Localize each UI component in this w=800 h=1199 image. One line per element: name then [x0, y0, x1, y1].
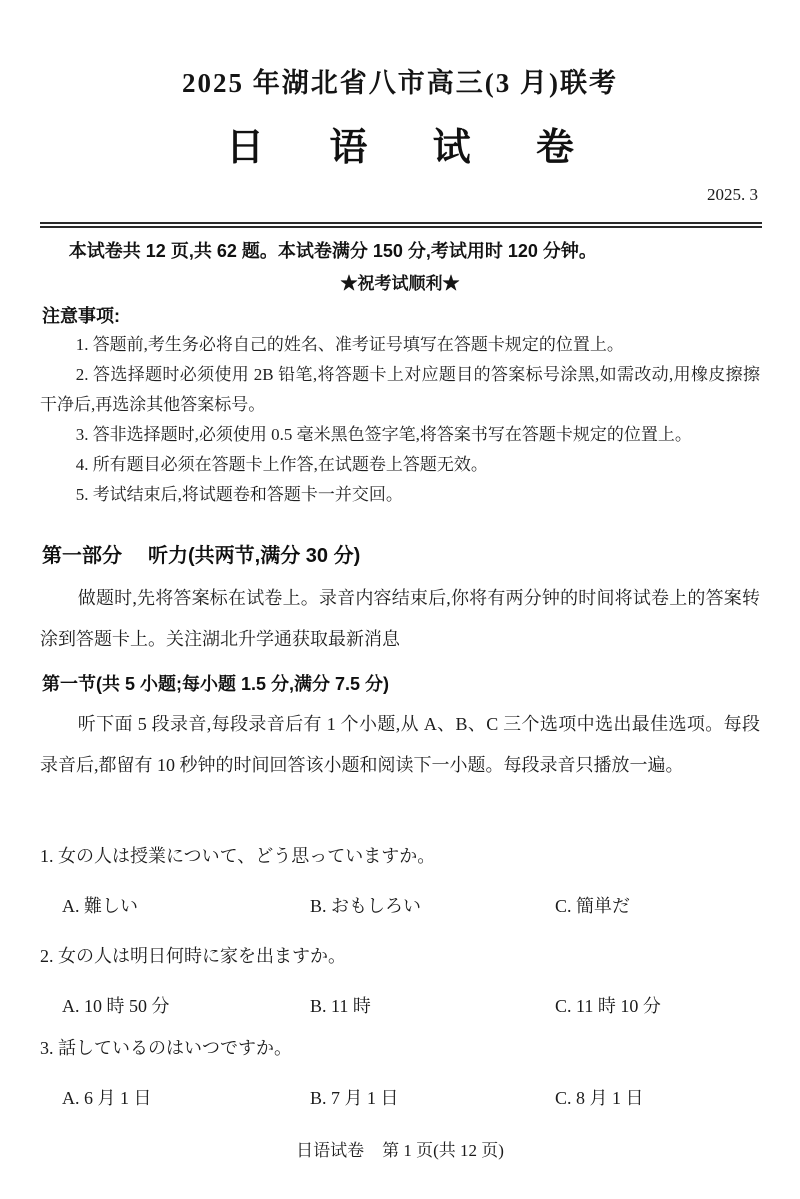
exam-summary: 本试卷共 12 页,共 62 题。本试卷满分 150 分,考试用时 120 分钟。 — [68, 241, 597, 261]
part1-label: 第一部分 — [42, 545, 122, 567]
part1-heading — [42, 542, 760, 570]
option-c: C. 8 月 1 日 — [555, 1088, 644, 1108]
exam-subtitle: 日 语 试 卷 — [226, 127, 602, 169]
notice-item: 2. 答选择题时必须使用 2B 铅笔,将答题卡上对应题目的答案标号涂黑,如需改动,用橡皮擦擦干净后,再选涂其他答案标号。 — [40, 365, 760, 414]
notice-list — [40, 330, 760, 510]
section1-heading: 第一节(共 5 小题;每小题 1.5 分,满分 7.5 分) — [42, 674, 390, 694]
exam-date: 2025. 3 — [707, 185, 758, 204]
section1-instructions: 听下面 5 段录音,每段录音后有 1 个小题,从 A、B、C 三个选项中选出最佳选项。每段录音后,都留有 10 秒钟的时间回答该小题和阅读下一小题。每段录音只播放一遍。 — [40, 714, 760, 775]
option-b: B. 11 時 — [310, 996, 371, 1016]
option-c: C. 11 時 10 分 — [555, 996, 661, 1016]
option-b: B. 7 月 1 日 — [310, 1088, 399, 1108]
notice-title: 注意事项: — [42, 306, 120, 326]
option-c: C. 簡単だ — [555, 896, 631, 916]
option-a: A. 難しい — [62, 896, 138, 916]
question-stem: 2. 女の人は明日何時に家を出ますか。 — [40, 946, 346, 966]
option-b: B. おもしろい — [310, 896, 422, 916]
question-stem: 3. 話しているのはいつですか。 — [40, 1038, 292, 1058]
footer-page-label: 第 1 页(共 12 页) — [382, 1141, 504, 1160]
part1-instructions: 做题时,先将答案标在试卷上。录音内容结束后,你将有两分钟的时间将试卷上的答案转涂到答题卡上。关注湖北升学通获取最新消息 — [40, 588, 760, 649]
exam-title: 2025 年湖北省八市高三(3 月)联考 — [182, 68, 618, 98]
part1-title: 听力(共两节,满分 30 分) — [148, 545, 361, 567]
option-a: A. 10 時 50 分 — [62, 996, 170, 1016]
good-luck-wish: ★祝考试顺利★ — [340, 274, 460, 293]
notice-item: 3. 答非选择题时,必须使用 0.5 毫米黑色签字笔,将答案书写在答题卡规定的位置上。 — [75, 425, 692, 444]
question-options — [62, 894, 760, 918]
footer-doc-label: 日语试卷 — [296, 1141, 365, 1160]
notice-item: 4. 所有题目必须在答题卡上作答,在试题卷上答题无效。 — [75, 455, 488, 474]
question-3 — [40, 1036, 760, 1110]
option-a: A. 6 月 1 日 — [62, 1088, 152, 1108]
header-divider — [40, 222, 762, 228]
question-options — [62, 1086, 760, 1110]
question-1 — [40, 844, 760, 918]
question-options — [62, 994, 760, 1018]
notice-item: 5. 考试结束后,将试题卷和答题卡一并交回。 — [75, 485, 403, 504]
question-stem: 1. 女の人は授業について、どう思っていますか。 — [40, 846, 436, 866]
notice-item: 1. 答题前,考生务必将自己的姓名、准考证号填写在答题卡规定的位置上。 — [75, 335, 624, 354]
page-footer — [0, 1139, 800, 1163]
question-2 — [40, 944, 760, 1018]
